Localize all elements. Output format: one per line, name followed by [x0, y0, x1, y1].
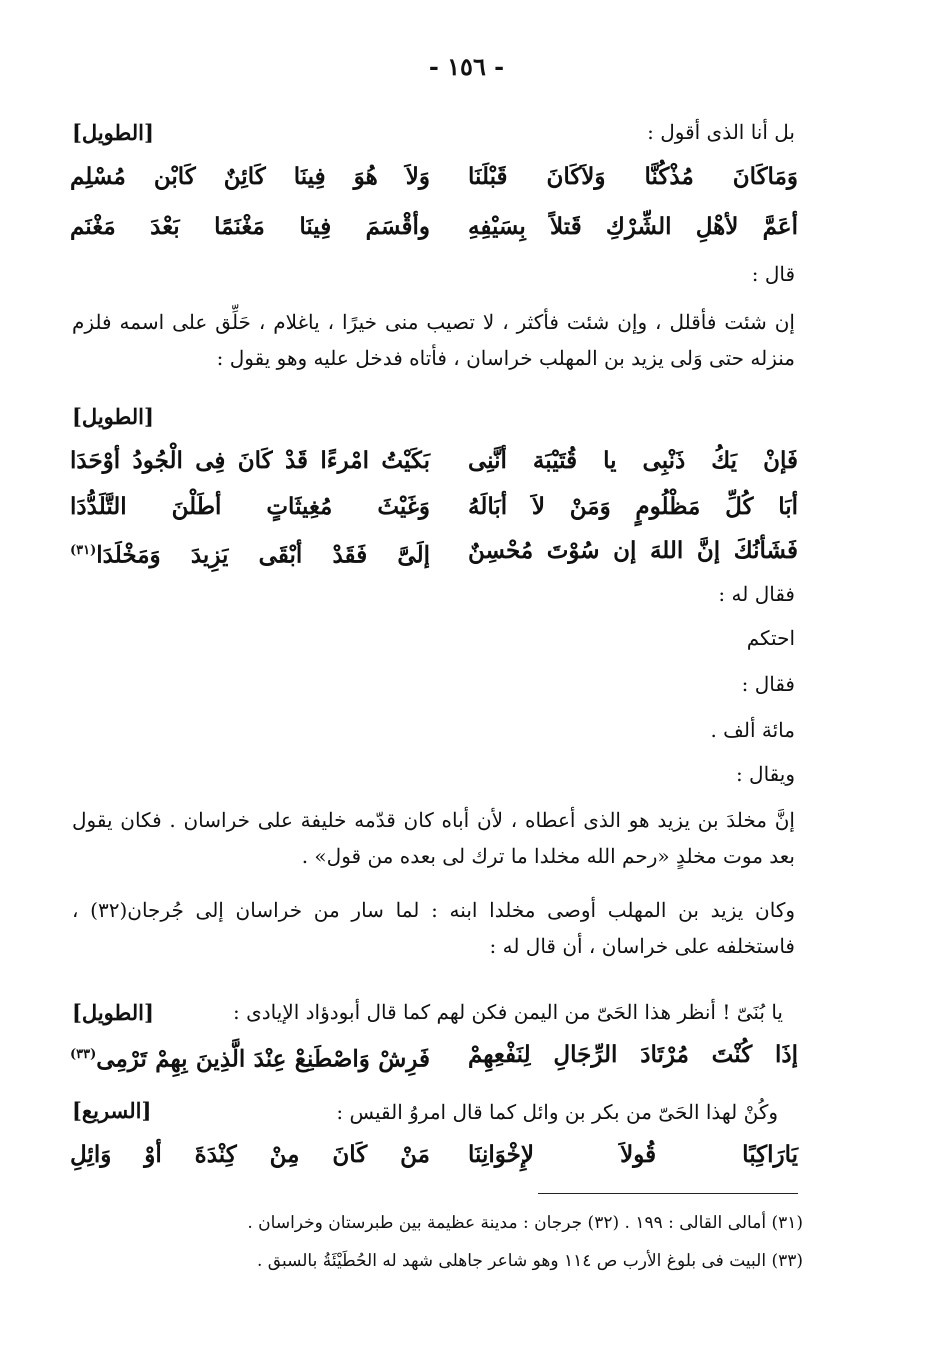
footnote-line-2: (٣٣) البيت فى بلوغ الأرب ص ١١٤ وهو شاعر جاهلى شهد له الحُطَيْئَةُ بالسبق .	[256, 1251, 803, 1271]
verse-first-hemistich: وَمَاكَانَ مُذْكُنَّا وَلاَكَانَ قَبْلَنَا	[468, 163, 798, 190]
intro-line-1: بل أنا الذى أقول :	[647, 120, 795, 144]
verse-first-hemistich: أعَمَّ لأهْلِ الشِّرْكِ قَتلاً بِسَيْفِهِ	[468, 213, 798, 240]
verse-line	[70, 206, 798, 248]
verse-line	[70, 530, 798, 572]
ihtakim-line: احتكم	[746, 626, 795, 650]
footnote-ref-31: (٣١)	[70, 543, 97, 558]
verse-second-hemistich: وَغَيْثَ مُغِيثَاتٍ أطَلْنَ التَّلَدُّدَا	[70, 493, 430, 520]
footnote-ref-33: (٣٣)	[70, 1047, 97, 1062]
verse-line	[70, 486, 798, 528]
footnote-separator	[538, 1193, 798, 1194]
verse-line	[70, 1034, 798, 1076]
meter-label-3: [الطويل]	[72, 1000, 154, 1025]
verse-text: إلَىَّ فَقَدْ أبْقَى يَزِيدَ وَمَخْلَدَا	[96, 541, 430, 569]
verse-first-hemistich: أبَا كُلِّ مَظْلُومٍ وَمَنْ لاَ أبَالَهُ	[468, 493, 798, 520]
verse-line	[70, 1134, 798, 1176]
meter-label-4: [السريع]	[72, 1098, 152, 1123]
verse-second-hemistich: مَنْ كَانَ مِنْ كِنْدَةَ أوْ وَائِلِ	[70, 1141, 430, 1168]
faqala-line: فقال :	[741, 672, 795, 696]
qala-line: قال :	[751, 262, 795, 286]
verse-second-hemistich	[70, 1034, 430, 1081]
paragraph-3: وكان يزيد بن المهلب أوصى مخلدا ابنه : لما سار من خراسان إلى جُرجان(٣٢) ، فاستخلفه على خراسان ، أن قال له :	[72, 898, 795, 958]
meter-label-1: [الطويل]	[72, 120, 154, 145]
intro-line-4: وكُنْ لهذا الحَىّ من بكر بن وائل كما قال امروُ القيس :	[336, 1100, 778, 1124]
mia-alf-line: مائة ألف .	[710, 718, 795, 742]
verse-first-hemistich: فَشَأنُكَ إنَّ اللهَ إن سُوْتَ مُحْسِنٌ	[468, 537, 798, 564]
verse-text: فَرِشْ وَاصْطَنِعْ عِنْدَ الَّذِينَ بِهِمْ تَرْمِى	[96, 1045, 430, 1073]
verse-second-hemistich: بَكَيْتُ امْرءًا قَدْ كَانَ فِى الْجُودُ أوْحَدَا	[70, 447, 430, 474]
page-number: - ١٥٦ -	[428, 52, 505, 81]
verse-second-hemistich: وأقْسَمَ فِينَا مَغْنَمًا بَعْدَ مَغْنَم	[70, 213, 430, 240]
verse-line	[70, 156, 798, 198]
verse-line	[70, 440, 798, 482]
intro-line-3: يا بُنَىّ ! أنظر هذا الحَىّ من اليمن فكن لهم كما قال أبودؤاد الإيادى :	[233, 1000, 783, 1024]
verse-second-hemistich: وَلاَ هُوَ فِينَا كَائِنٌ كَابْن مُسْلِم	[70, 163, 430, 190]
verse-first-hemistich: إذَا كُنْتَ مُرْتَادَ الرِّجَالِ لِنَفْعِهِمْ	[468, 1041, 798, 1068]
footnote-line-1: (٣١) أمالى القالى : ١٩٩ . (٣٢) جرجان : مدينة عظيمة بين طبرستان وخراسان .	[247, 1213, 803, 1233]
wa-yuqal-line: ويقال :	[735, 762, 795, 786]
verse-second-hemistich	[70, 530, 430, 577]
verse-first-hemistich: يَارَاكِبًا قُولاَ لإِخْوَانِنَا	[468, 1141, 798, 1168]
paragraph-2: إنَّ مخلدَ بن يزيد هو الذى أعطاه ، لأن أباه كان قدّمه خليفة على خراسان . فكان يقول بعد موت مخلدٍ «رحم الله مخلدا ما ترك لى بعده من قول» .	[72, 808, 795, 868]
paragraph-1: إن شئت فأقلل ، وإن شئت فأكثر ، لا تصيب منى خيرًا ، ياغلام ، حَلِّق على اسمه فلزم منزله حتى وَلى يزيد بن المهلب خراسان ، فأتاه فدخل عليه وهو يقول :	[72, 310, 795, 370]
faqala-lahu-line: فقال له :	[718, 582, 795, 606]
verse-first-hemistich: فَإنْ يَكُ ذَنْبِى يا قُتَيْبَة أنَّنِى	[468, 447, 798, 474]
meter-label-2: [الطويل]	[72, 404, 154, 429]
